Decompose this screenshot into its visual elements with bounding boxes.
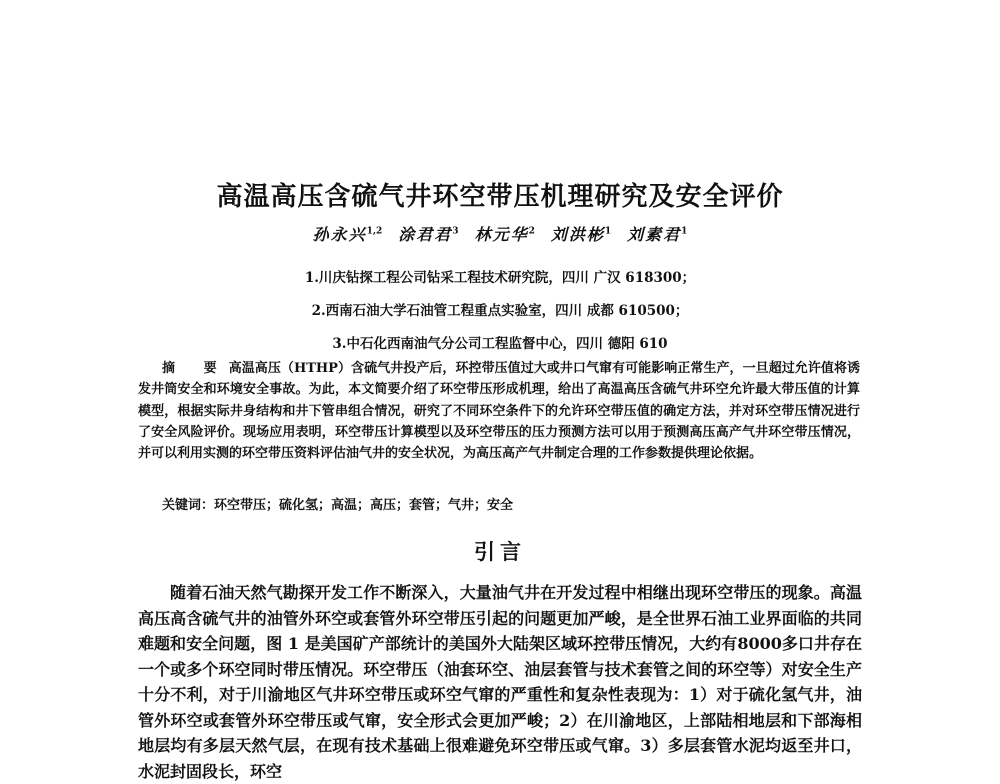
author: 刘洪彬$^1$ <box>550 225 612 244</box>
author: 涂君君$^3$ <box>398 225 459 244</box>
author: 刘素君$^1$ <box>627 225 688 244</box>
author: 孙永兴$^{1,2}$ <box>312 225 383 244</box>
keywords-label: 关键词： <box>162 498 215 513</box>
body-paragraph: 随着石油天然气勘探开发工作不断深入，大量油气井在开发过程中相继出现环空带压的现象。高温高压高含硫气井的油管外环空或套管外环空带压引起的问题更加严峻，是全世界石油工业界面临的共同难题和安全问题，图 1 是美国矿产部统计的美国外大陆架区域环控带压情况，大约有8000多口井存在一个或多个环空同时带压情况。环空带压（油套环空、油层套管与技术套管之间的环空等）对安全生产十分不利，对于川渝地区气井环空带压或环空气窜的严重性和复杂性表现为：1）对于硫化氢气井，油管外环空或套管外环空带压或气窜，安全形式会更加严峻；2）在川渝地区，上部陆相地层和下部海相地层均有多层天然气层，在现有技术基础上很难避免环空带压或气窜。3）多层套管水泥均返至井口，水泥封固段长，环空 <box>138 583 862 781</box>
keywords-text: 环空带压；硫化氢；高温；高压；套管；气井；安全 <box>214 498 514 513</box>
abstract-label: 摘 要 <box>162 361 229 376</box>
abstract-text: 高温高压（HTHP）含硫气井投产后，环控带压值过大或井口气窜有可能影响正常生产，一旦超过允许值将诱发井筒安全和环境安全事故。为此，本文简要介绍了环空带压形成机理，给出了高温高压含硫气井环空允许最大带压值的计算模型，根据实际井身结构和井下管串组合情况，研究了不同环空条件下的允许环空带压值的确定方法，并对环空带压情况进行了安全风险评价。现场应用表明，环空带压计算模型以及环空带压的压力预测方法可以用于预测高压高产气井环空带压情况，并可以利用实测的环空带压资料评估油气井的安全状况，为高压高产气井制定合理的工作参数提供理论依据。 <box>138 361 861 462</box>
paper-title: 高温高压含硫气井环空带压机理研究及安全评价 <box>216 182 784 212</box>
author-list <box>0 222 1000 245</box>
abstract <box>138 358 860 464</box>
keywords <box>162 494 513 513</box>
author: 林元华$^2$ <box>474 225 535 244</box>
section-heading: 引言 <box>474 540 526 564</box>
affiliation: 3.中石化西南油气分公司工程监督中心，四川 德阳 610 <box>332 336 668 352</box>
affiliation: 1.川庆钻探工程公司钻采工程技术研究院，四川 广汉 618300； <box>304 270 696 286</box>
affiliation: 2.西南石油大学石油管工程重点实验室，四川 成都 610500； <box>311 303 689 319</box>
